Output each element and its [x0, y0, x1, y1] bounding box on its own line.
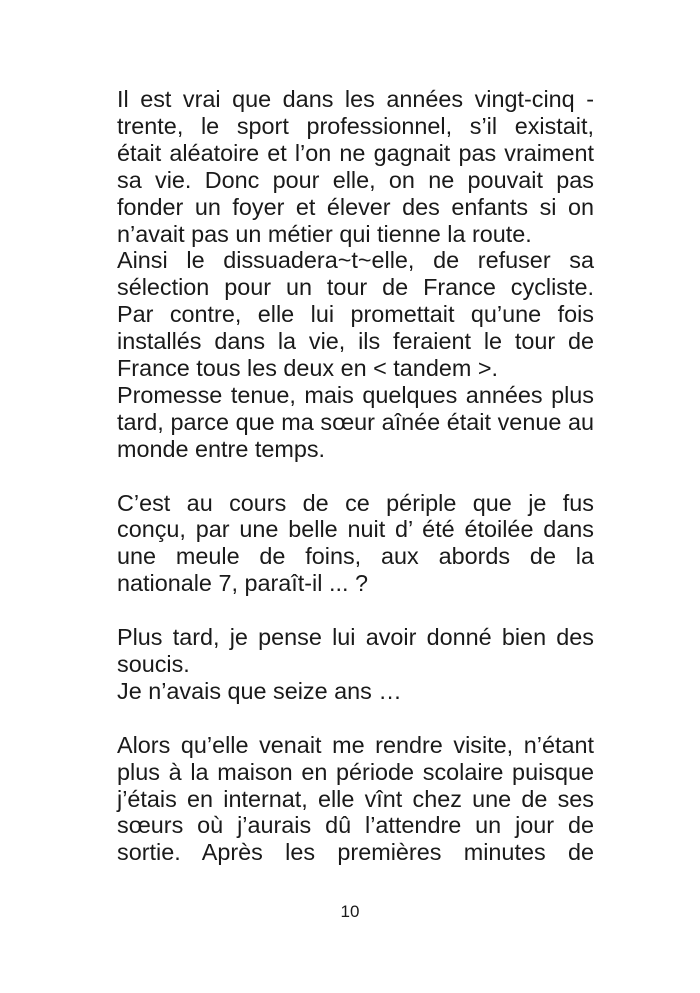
text-line: installés dans la vie, ils feraient le tour de	[117, 328, 594, 355]
paragraph-4	[117, 490, 594, 598]
text-line: Il est vrai que dans les années vingt-cinq -	[117, 86, 594, 112]
body-text	[117, 86, 594, 866]
paragraph-gap	[117, 597, 594, 624]
text-line: nationale 7, paraît-il ... ?	[117, 570, 368, 597]
paragraph-1	[117, 86, 594, 247]
paragraph-7	[117, 732, 594, 867]
text-line: Je n’avais que seize ans …	[117, 677, 402, 704]
paragraph-gap	[117, 463, 594, 490]
paragraph-2	[117, 247, 594, 382]
text-line: Promesse tenue, mais quelques années plus	[117, 381, 594, 408]
text-line: sortie. Après les premières minutes de	[117, 839, 594, 866]
text-line: soucis.	[117, 651, 190, 677]
text-line: Par contre, elle lui promettait qu’une fois	[117, 301, 594, 328]
text-line: sœurs où j’aurais dû l’attendre un jour de	[117, 812, 594, 839]
text-line: monde entre temps.	[117, 435, 326, 462]
text-line: était aléatoire et l’on ne gagnait pas vraiment	[117, 139, 594, 166]
text-line: tard, parce que ma sœur aînée était venue au	[117, 408, 594, 435]
text-line: une meule de foins, aux abords de la	[117, 543, 594, 570]
text-line: Ainsi le dissuadera~t~elle, de refuser sa	[117, 247, 594, 274]
text-line: n’avait pas un métier qui tienne la route.	[117, 220, 532, 247]
text-line: conçu, par une belle nuit d’ été étoilée dans	[117, 516, 594, 543]
text-line: Plus tard, je pense lui avoir donné bien des	[117, 624, 594, 651]
paragraph-gap	[117, 705, 594, 732]
text-line: j’étais en internat, elle vînt chez une de ses	[117, 785, 594, 812]
paragraph-3	[117, 382, 594, 463]
text-line: trente, le sport professionnel, s’il existait,	[117, 112, 594, 139]
paragraph-6	[117, 678, 594, 705]
text-line: plus à la maison en période scolaire puisque	[117, 758, 594, 785]
page-number: 10	[340, 902, 360, 921]
text-line: Alors qu’elle venait me rendre visite, n’étant	[117, 731, 594, 758]
text-line: France tous les deux en < tandem >.	[117, 355, 498, 382]
text-line: fonder un foyer et élever des enfants si on	[117, 193, 594, 220]
paragraph-5	[117, 624, 594, 678]
text-line: C’est au cours de ce périple que je fus	[117, 489, 594, 516]
text-line: sélection pour un tour de France cycliste.	[117, 274, 594, 301]
text-line: sa vie. Donc pour elle, on ne pouvait pas	[117, 166, 594, 193]
